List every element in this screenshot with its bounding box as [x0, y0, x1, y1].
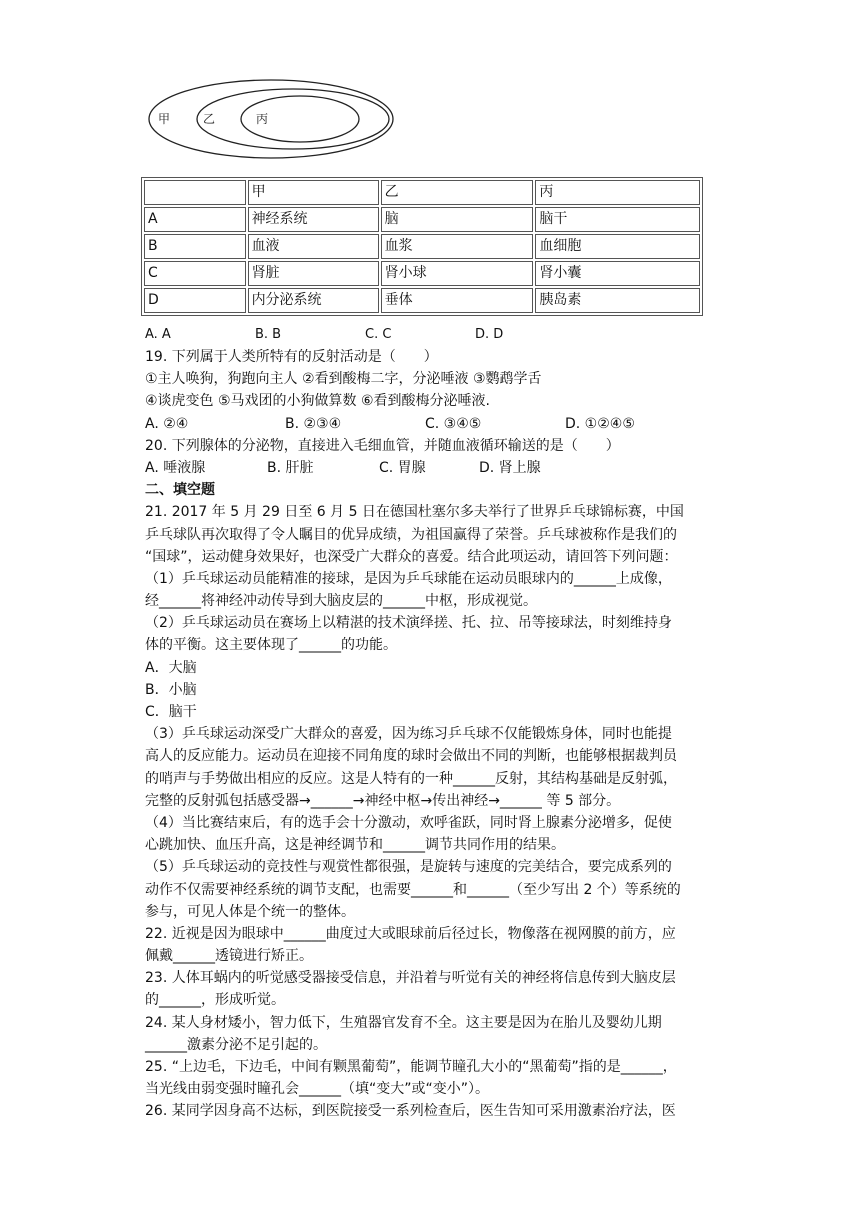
q20-stem: 20. 下列腺体的分泌物，直接进入毛细血管，并随血液循环输送的是（ ）: [145, 437, 620, 454]
q21-line-2: 乒乓球队再次取得了令人瞩目的优异成绩，为祖国赢得了荣誉。乒乓球被称作是我们的: [145, 526, 677, 543]
q21-line-5: 经______将神经冲动传导到大脑皮层的______中枢，形成视觉。: [145, 593, 537, 610]
table-cell: 垂体: [381, 288, 534, 313]
q18-option-b: B. B: [255, 327, 282, 342]
q23-line-2: 的______，形成听觉。: [145, 992, 285, 1009]
table-row: [144, 234, 700, 259]
table-row: [144, 207, 700, 232]
q21-line-9: 高人的反应能力。运动员在迎接不同角度的球时会做出不同的判断，也能够根据裁判员: [145, 748, 677, 765]
table-cell: 肾小囊: [535, 261, 700, 286]
inner-label: 丙: [256, 112, 269, 126]
table-cell: 乙: [381, 180, 534, 205]
q20-option-d: D. 肾上腺: [479, 459, 541, 476]
options-table: [141, 177, 703, 316]
table-cell: B: [144, 234, 246, 259]
q19-option-c: C. ③④⑤: [425, 415, 482, 432]
table-cell: A: [144, 207, 246, 232]
q20-option-c: C. 胃腺: [379, 459, 426, 476]
q21-option-a: A．大脑: [145, 659, 197, 676]
q21-line-10: 的哨声与手势做出相应的反应。这是人特有的一种______反射，其结构基础是反射弧，: [145, 770, 677, 787]
section-title: 二、填空题: [145, 482, 215, 499]
q20-option-a: A. 唾液腺: [145, 459, 206, 476]
middle-label: 乙: [203, 112, 216, 126]
q21-line-11: 完整的反射弧包括感受器→______→神经中枢→传出神经→______ 等 5 部分。: [145, 792, 621, 809]
q23-line-1: 23. 人体耳蜗内的听觉感受器接受信息，并沿着与听觉有关的神经将信息传到大脑皮层: [145, 970, 676, 987]
table-header-row: [144, 180, 700, 205]
q21-line-4: （1）乒乓球运动员能精准的接球，是因为乒乓球能在运动员眼球内的______上成像，: [145, 570, 672, 587]
q19-option-a: A. ②④: [145, 415, 189, 432]
q21-line-1: 21. 2017 年 5 月 29 日至 6 月 5 日在德国杜塞尔多夫举行了世界乒乓球锦标赛，中国: [145, 504, 684, 521]
q22-line-1: 22. 近视是因为眼球中______曲度过大或眼球前后径过长，物像落在视网膜的前方，应: [145, 925, 676, 942]
table-cell: 丙: [535, 180, 700, 205]
q21-line-8: （3）乒乓球运动深受广大群众的喜爱，因为练习乒乓球不仅能锻炼身体，同时也能提: [145, 726, 672, 743]
q21-option-b: B．小脑: [145, 681, 197, 698]
q25-line-1: 25. “上边毛，下边毛，中间有颗黑葡萄”，能调节瞳孔大小的“黑葡萄”指的是______，: [145, 1059, 677, 1075]
q19-option-b: B. ②③④: [285, 415, 342, 432]
q19-items-line-1: ①主人唤狗，狗跑向主人 ②看到酸梅二字，分泌唾液 ③鹦鹉学舌: [145, 371, 542, 388]
q21-line-12: （4）当比赛结束后，有的选手会十分激动，欢呼雀跃，同时肾上腺素分泌增多，促使: [145, 814, 672, 831]
q21-line-16: 参与，可见人体是个统一的整体。: [145, 903, 355, 920]
table-cell: 肾小球: [381, 261, 534, 286]
q18-option-d: D. D: [475, 327, 504, 342]
table-cell: 脑: [381, 207, 534, 232]
q19-items-line-2: ④谈虎变色 ⑤马戏团的小狗做算数 ⑥看到酸梅分泌唾液.: [145, 393, 491, 410]
middle-ellipse: [197, 89, 389, 149]
table-cell: 胰岛素: [535, 288, 700, 313]
q21-line-6: （2）乒乓球运动员在赛场上以精湛的技术演绎搓、托、拉、吊等接球法，时刻维持身: [145, 615, 672, 632]
table-row: [144, 288, 700, 313]
q21-line-7: 体的平衡。这主要体现了______的功能。: [145, 637, 397, 654]
table-cell: 神经系统: [248, 207, 379, 232]
q21-line-3: “国球”，运动健身效果好，也深受广大群众的喜爱。结合此项运动，请回答下列问题：: [145, 548, 678, 565]
table-cell: 甲: [248, 180, 379, 205]
q18-option-c: C. C: [365, 327, 392, 342]
q19-option-d: D. ①②④⑤: [565, 415, 635, 432]
q22-line-2: 佩戴______透镜进行矫正。: [145, 948, 313, 965]
q21-line-14: （5）乒乓球运动的竞技性与观赏性都很强，是旋转与速度的完美结合，要完成系列的: [145, 859, 672, 876]
q24-line-1: 24. 某人身材矮小，智力低下，生殖器官发育不全。这主要是因为在胎儿及婴幼儿期: [145, 1014, 662, 1031]
q21-option-c: C．脑干: [145, 704, 197, 720]
outer-ellipse: [149, 80, 393, 158]
question-text-block: [145, 346, 717, 1123]
q19-stem: 19. 下列属于人类所特有的反射活动是（ ）: [145, 349, 438, 365]
nested-ellipse-diagram: [145, 78, 445, 164]
ellipse-diagram-svg: [145, 78, 445, 164]
outer-label: 甲: [158, 112, 171, 126]
table-cell: 血细胞: [535, 234, 700, 259]
table-cell: 血浆: [381, 234, 534, 259]
table-row: [144, 261, 700, 286]
table-cell: 脑干: [535, 207, 700, 232]
q24-line-2: ______激素分泌不足引起的。: [145, 1036, 327, 1053]
q26-line-1: 26. 某同学因身高不达标，到医院接受一系列检查后，医生告知可采用激素治疗法，医: [145, 1103, 676, 1120]
table-cell: [144, 180, 246, 205]
table-cell: C: [144, 261, 246, 286]
table-cell: 血液: [248, 234, 379, 259]
table-cell: D: [144, 288, 246, 313]
q21-line-13: 心跳加快、血压升高，这是神经调节和______调节共同作用的结果。: [145, 837, 565, 854]
q18-option-a: A. A: [145, 327, 171, 342]
q20-options: [145, 457, 717, 479]
q20-option-b: B. 肝脏: [267, 459, 314, 476]
q25-line-2: 当光线由弱变强时瞳孔会______（填“变大”或“变小”）。: [145, 1081, 490, 1098]
q19-options: [145, 413, 717, 435]
table-cell: 内分泌系统: [248, 288, 379, 313]
table-cell: 肾脏: [248, 261, 379, 286]
q21-line-15: 动作不仅需要神经系统的调节支配，也需要______和______（至少写出 2 个）等系统的: [145, 881, 681, 898]
